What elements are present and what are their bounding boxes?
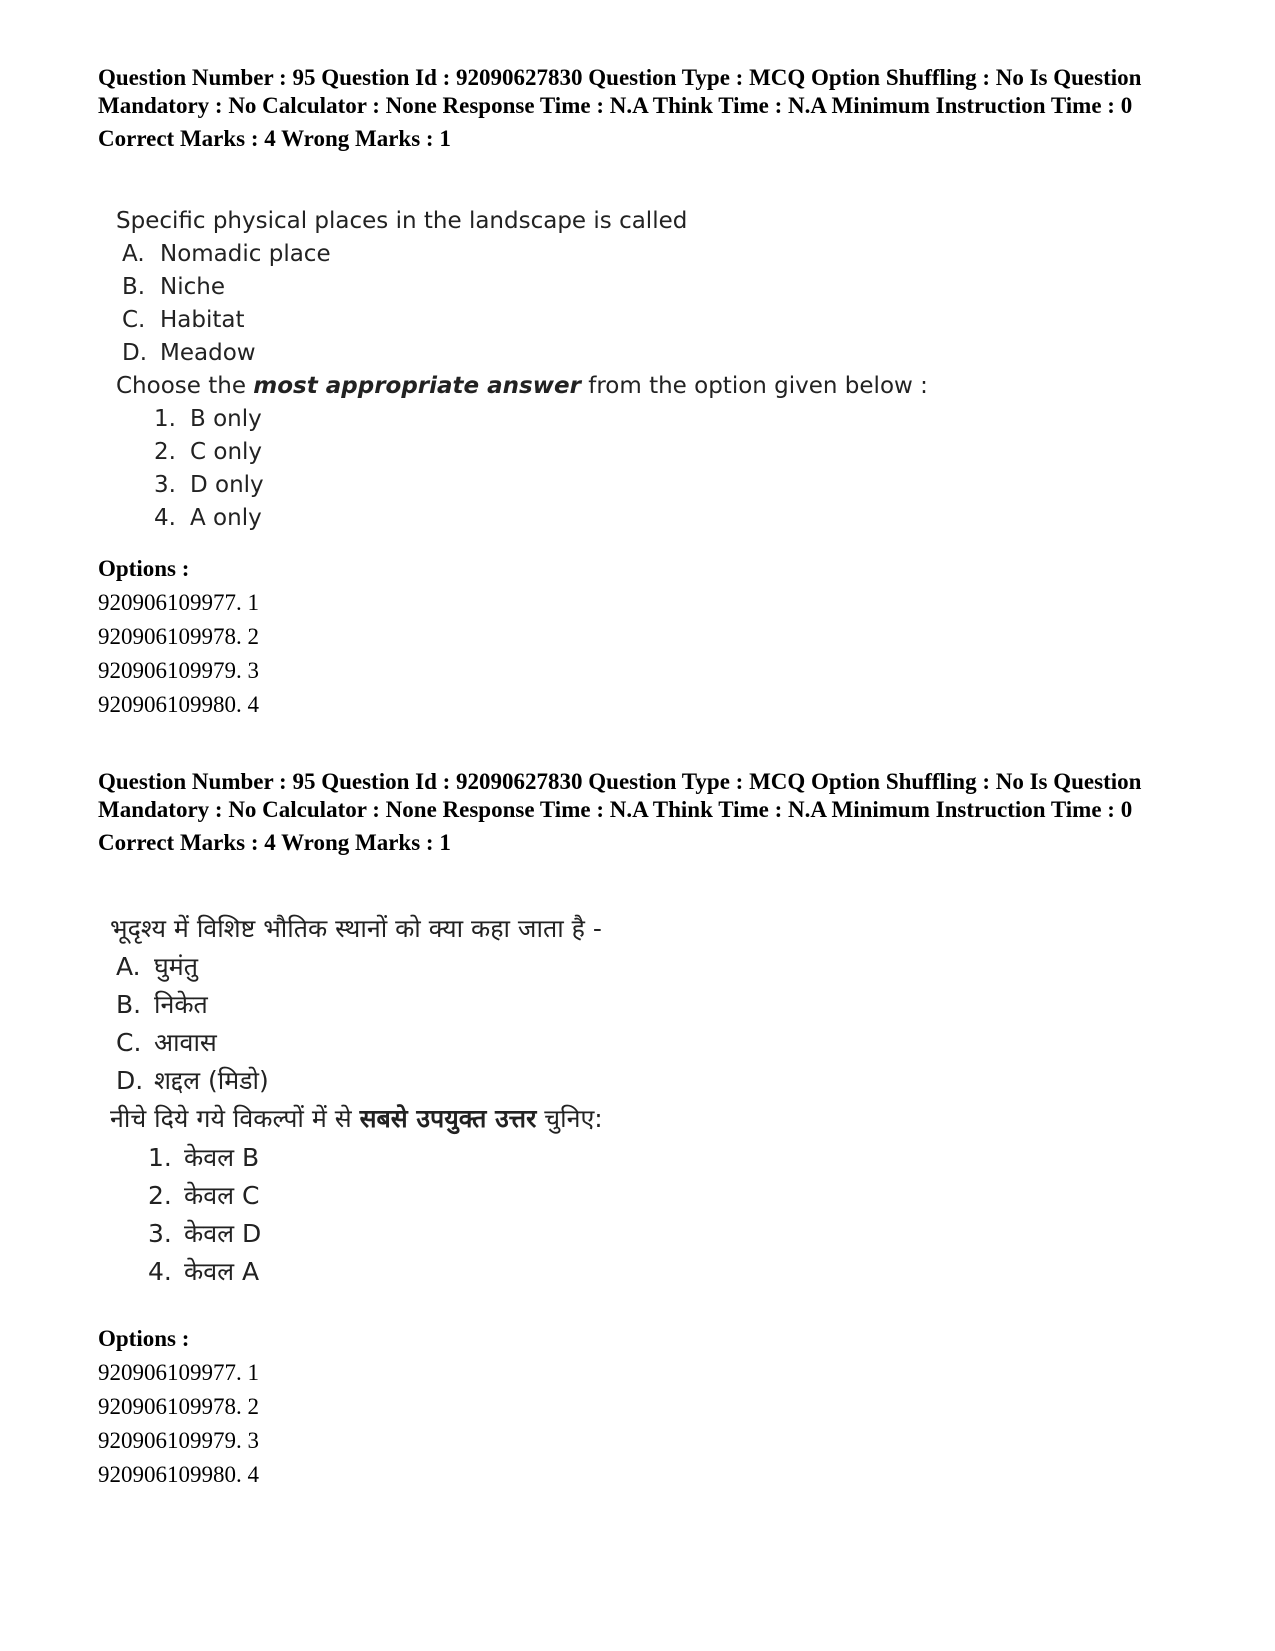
statement-d: D. शद्दल (मिडो) [116,1066,269,1095]
option-2: 920906109978. 2 [98,624,259,649]
question-marks: Correct Marks : 4 Wrong Marks : 1 [98,126,451,151]
option-4: 920906109980. 4 [98,1462,259,1487]
choose-instruction: नीचे दिये गये विकल्पों में से सबसे उपयुक्त उत्तर चुनिए: [110,1104,603,1133]
question-stem: Specific physical places in the landscape is called [116,208,688,234]
option-1: 920906109977. 1 [98,590,259,615]
options-label: Options : [98,1326,190,1351]
choice-3: 3. केवल D [148,1219,262,1248]
choice-4: 4. A only [154,505,262,531]
option-3: 920906109979. 3 [98,1428,259,1453]
choice-1: 1. B only [154,406,262,432]
options-block-hindi [98,1326,1178,1487]
option-2: 920906109978. 2 [98,1394,259,1419]
choice-3: 3. D only [154,472,264,498]
statement-d: D. Meadow [122,340,256,366]
statement-c: C. Habitat [122,307,245,333]
options-label: Options : [98,556,190,581]
statement-c: C. आवास [116,1028,217,1057]
option-1: 920906109977. 1 [98,1360,259,1385]
choice-2: 2. C only [154,439,263,465]
question-meta: Question Number : 95 Question Id : 92090627830 Question Type : MCQ Option Shuffling : No Is Question Mandatory : No Calculator : None Response Time : N.A Think Time : N.A Minimum Instruction Time : 0 [98,769,1142,822]
question-marks: Correct Marks : 4 Wrong Marks : 1 [98,830,451,855]
question-block-english [98,64,1178,152]
choice-1: 1. केवल B [148,1143,260,1172]
options-block-english [98,556,1178,717]
question-meta: Question Number : 95 Question Id : 92090627830 Question Type : MCQ Option Shuffling : No Is Question Mandatory : No Calculator : None Response Time : N.A Think Time : N.A Minimum Instruction Time : 0 [98,65,1142,118]
option-4: 920906109980. 4 [98,692,259,717]
question-block-hindi [98,768,1178,856]
statement-b: B. निकेत [116,990,208,1019]
option-3: 920906109979. 3 [98,658,259,683]
choose-instruction: Choose the most appropriate answer from the option given below : [116,373,928,399]
statement-b: B. Niche [122,274,225,300]
choice-2: 2. केवल C [148,1181,260,1210]
statement-a: A. घुमंतु [116,952,198,981]
statement-a: A. Nomadic place [122,241,331,267]
question-stem: भूदृश्य में विशिष्ट भौतिक स्थानों को क्या कहा जाता है - [110,914,602,943]
choice-4: 4. केवल A [148,1257,260,1286]
